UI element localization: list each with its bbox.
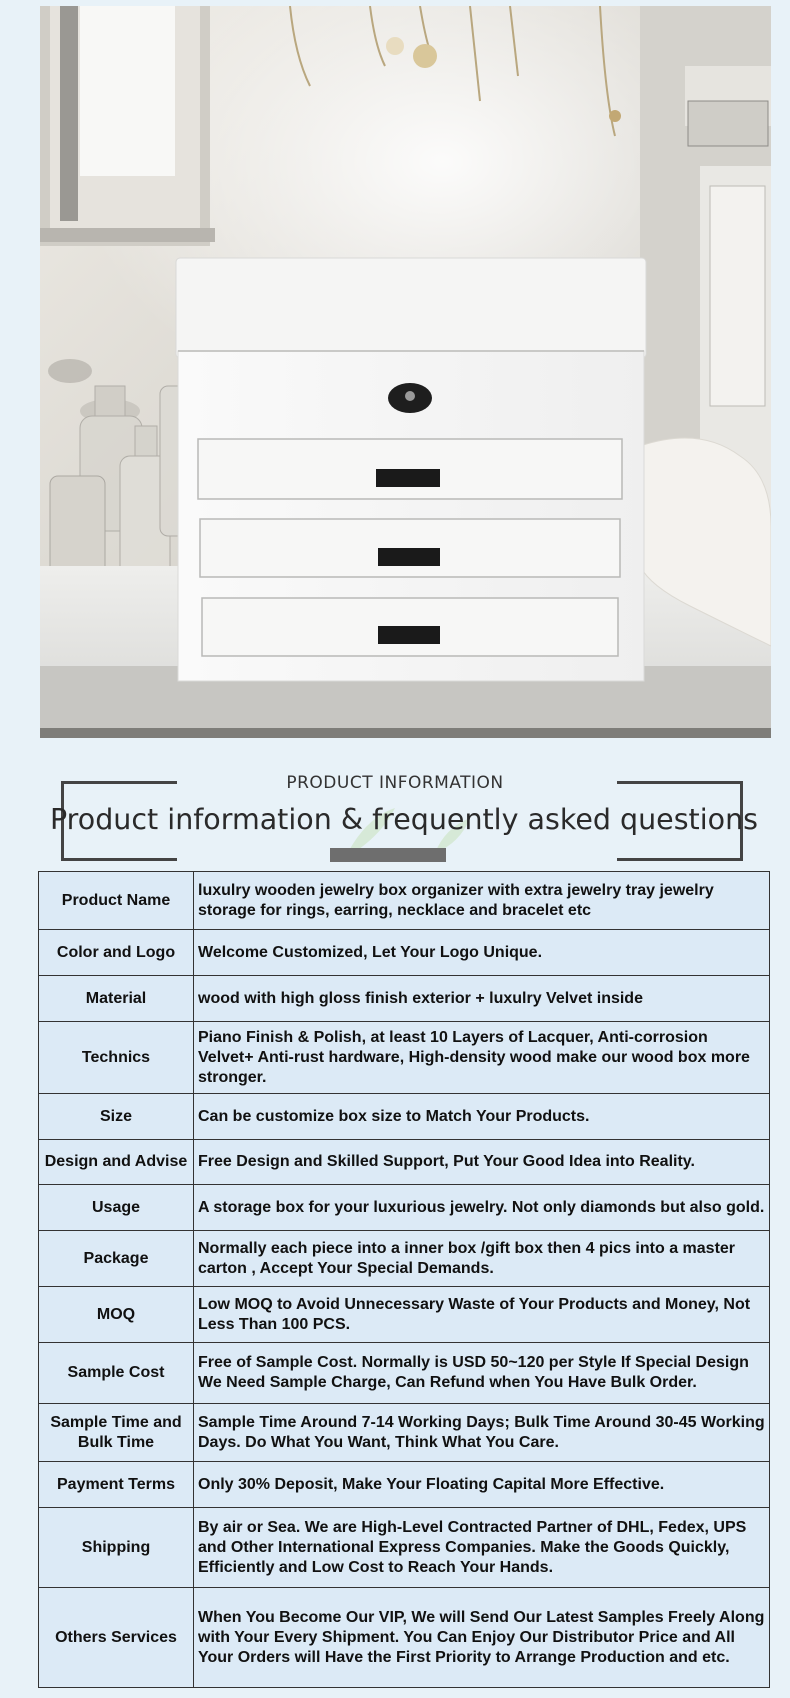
heading-underline-bar (330, 848, 446, 862)
row-label: Material (39, 976, 194, 1022)
row-label: Others Services (39, 1588, 194, 1688)
row-label: Color and Logo (39, 930, 194, 976)
table-row (39, 930, 770, 976)
row-label: Technics (39, 1022, 194, 1094)
table-row (39, 1588, 770, 1688)
row-value: Free of Sample Cost. Normally is USD 50~120 per Style If Special Design We Need Sample Charge, Can Refund when You Have Bulk Order. (194, 1343, 770, 1404)
row-value: Normally each piece into a inner box /gift box then 4 pics into a master carton , Accept Your Special Demands. (194, 1231, 770, 1287)
row-label: Shipping (39, 1508, 194, 1588)
row-value: A storage box for your luxurious jewelry. Not only diamonds but also gold. (194, 1185, 770, 1231)
table-row (39, 1140, 770, 1185)
row-value: Can be customize box size to Match Your Products. (194, 1094, 770, 1140)
row-value: Sample Time Around 7-14 Working Days; Bulk Time Around 30-45 Working Days. Do What You Want, Think What You Care. (194, 1404, 770, 1462)
table-row (39, 1094, 770, 1140)
row-value: Free Design and Skilled Support, Put Your Good Idea into Reality. (194, 1140, 770, 1185)
section-heading (0, 770, 790, 870)
table-row (39, 1231, 770, 1287)
table-row (39, 1022, 770, 1094)
table-row (39, 1343, 770, 1404)
table-row (39, 872, 770, 930)
row-label: Size (39, 1094, 194, 1140)
product-info-table (38, 871, 770, 1688)
table-row (39, 1508, 770, 1588)
row-value: wood with high gloss finish exterior + luxulry Velvet inside (194, 976, 770, 1022)
table-row (39, 1287, 770, 1343)
product-photo (40, 6, 771, 738)
table-row (39, 1462, 770, 1508)
row-value: When You Become Our VIP, We will Send Our Latest Samples Freely Along with Your Every Shipment. You Can Enjoy Our Distributor Price and All Your Orders will Have the First Priority to Arrange Production and etc. (194, 1588, 770, 1688)
table-row (39, 1404, 770, 1462)
jewelry-box-photo-icon (40, 6, 771, 738)
row-label: Payment Terms (39, 1462, 194, 1508)
row-label: Product Name (39, 872, 194, 930)
row-value: By air or Sea. We are High-Level Contracted Partner of DHL, Fedex, UPS and Other International Express Companies. Make the Goods Quickly, Efficiently and Low Cost to Reach Your Hands. (194, 1508, 770, 1588)
row-value: Welcome Customized, Let Your Logo Unique. (194, 930, 770, 976)
row-label: Sample Cost (39, 1343, 194, 1404)
row-value: Piano Finish & Polish, at least 10 Layers of Lacquer, Anti-corrosion Velvet+ Anti-rust hardware, High-density wood make our wood box more stronger. (194, 1022, 770, 1094)
row-label: Package (39, 1231, 194, 1287)
table-row (39, 976, 770, 1022)
row-value: luxulry wooden jewelry box organizer with extra jewelry tray jewelry storage for rings, earring, necklace and bracelet etc (194, 872, 770, 930)
row-label: Design and Advise (39, 1140, 194, 1185)
page-title: Product information & frequently asked questions (50, 803, 758, 836)
row-label: Usage (39, 1185, 194, 1231)
table-row (39, 1185, 770, 1231)
row-label: Sample Time and Bulk Time (39, 1404, 194, 1462)
row-label: MOQ (39, 1287, 194, 1343)
heading-kicker: PRODUCT INFORMATION (286, 773, 504, 793)
row-value: Only 30% Deposit, Make Your Floating Capital More Effective. (194, 1462, 770, 1508)
row-value: Low MOQ to Avoid Unnecessary Waste of Your Products and Money, Not Less Than 100 PCS. (194, 1287, 770, 1343)
